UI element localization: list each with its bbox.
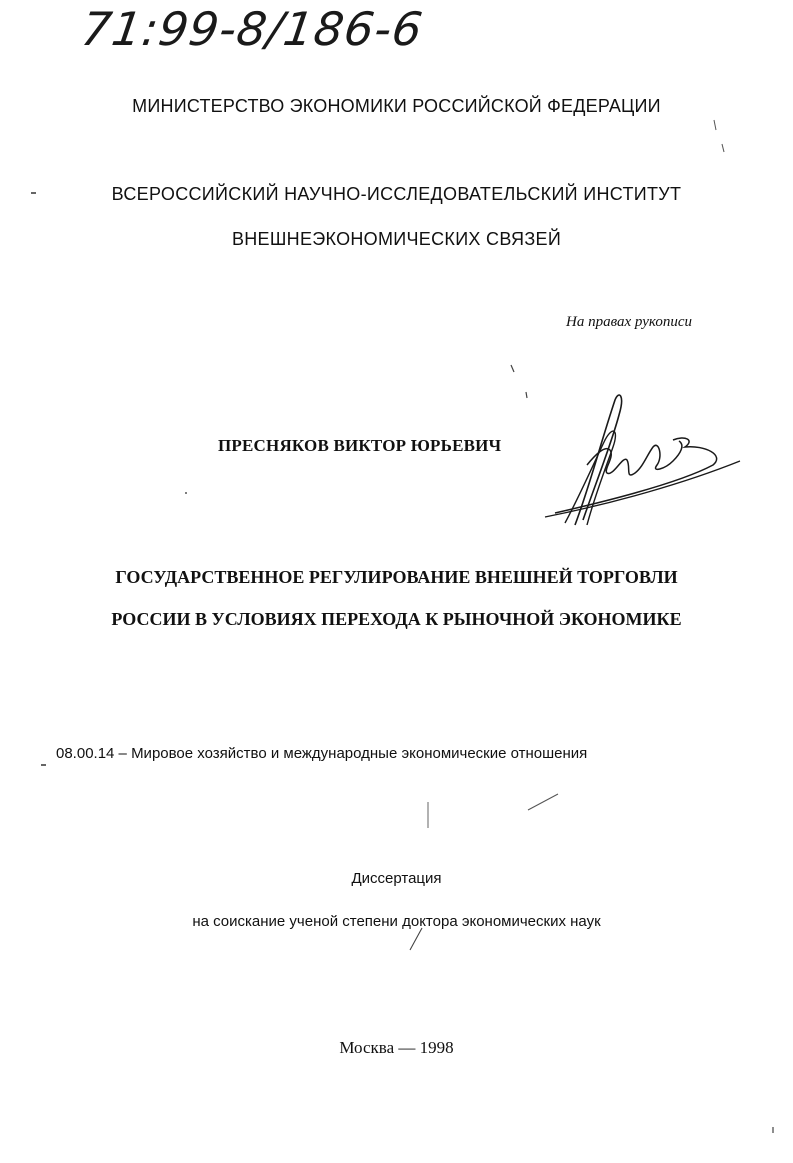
scan-mark-icon <box>712 118 728 154</box>
specialty-code: 08.00.14 – Мировое хозяйство и международные экономические отношения <box>56 745 588 762</box>
scan-mark-icon <box>526 790 560 812</box>
institute-line-2: ВНЕШНЕЭКОНОМИЧЕСКИХ СВЯЗЕЙ <box>231 229 562 249</box>
city-year: Москва — 1998 <box>339 1038 454 1057</box>
dissertation-title-line-2: РОССИИ В УСЛОВИЯХ ПЕРЕХОДА К РЫНОЧНОЙ ЭКОНОМИКЕ <box>111 609 682 629</box>
scan-mark-icon <box>30 190 38 196</box>
degree-statement: на соискание ученой степени доктора экономических наук <box>192 913 601 930</box>
scan-mark-icon <box>425 800 431 830</box>
signature-icon <box>535 385 745 535</box>
ministry-heading: МИНИСТЕРСТВО ЭКОНОМИКИ РОССИЙСКОЙ ФЕДЕРАЦИИ <box>132 96 661 116</box>
author-name: ПРЕСНЯКОВ ВИКТОР ЮРЬЕВИЧ <box>218 436 502 455</box>
scan-mark-icon <box>508 362 532 400</box>
scan-mark-icon <box>40 762 48 768</box>
dissertation-title-line-1: ГОСУДАРСТВЕННОЕ РЕГУЛИРОВАНИЕ ВНЕШНЕЙ ТОРГОВЛИ <box>115 567 678 587</box>
archive-number: 71:99-8/186-6 <box>78 2 427 56</box>
institute-line-1: ВСЕРОССИЙСКИЙ НАУЧНО-ИССЛЕДОВАТЕЛЬСКИЙ ИНСТИТУТ <box>111 184 682 204</box>
scan-mark-icon <box>770 1126 776 1134</box>
document-type: Диссертация <box>351 870 442 887</box>
scan-mark-icon <box>183 490 189 496</box>
manuscript-note: На правах рукописи <box>566 314 692 330</box>
scan-mark-icon <box>408 926 424 952</box>
